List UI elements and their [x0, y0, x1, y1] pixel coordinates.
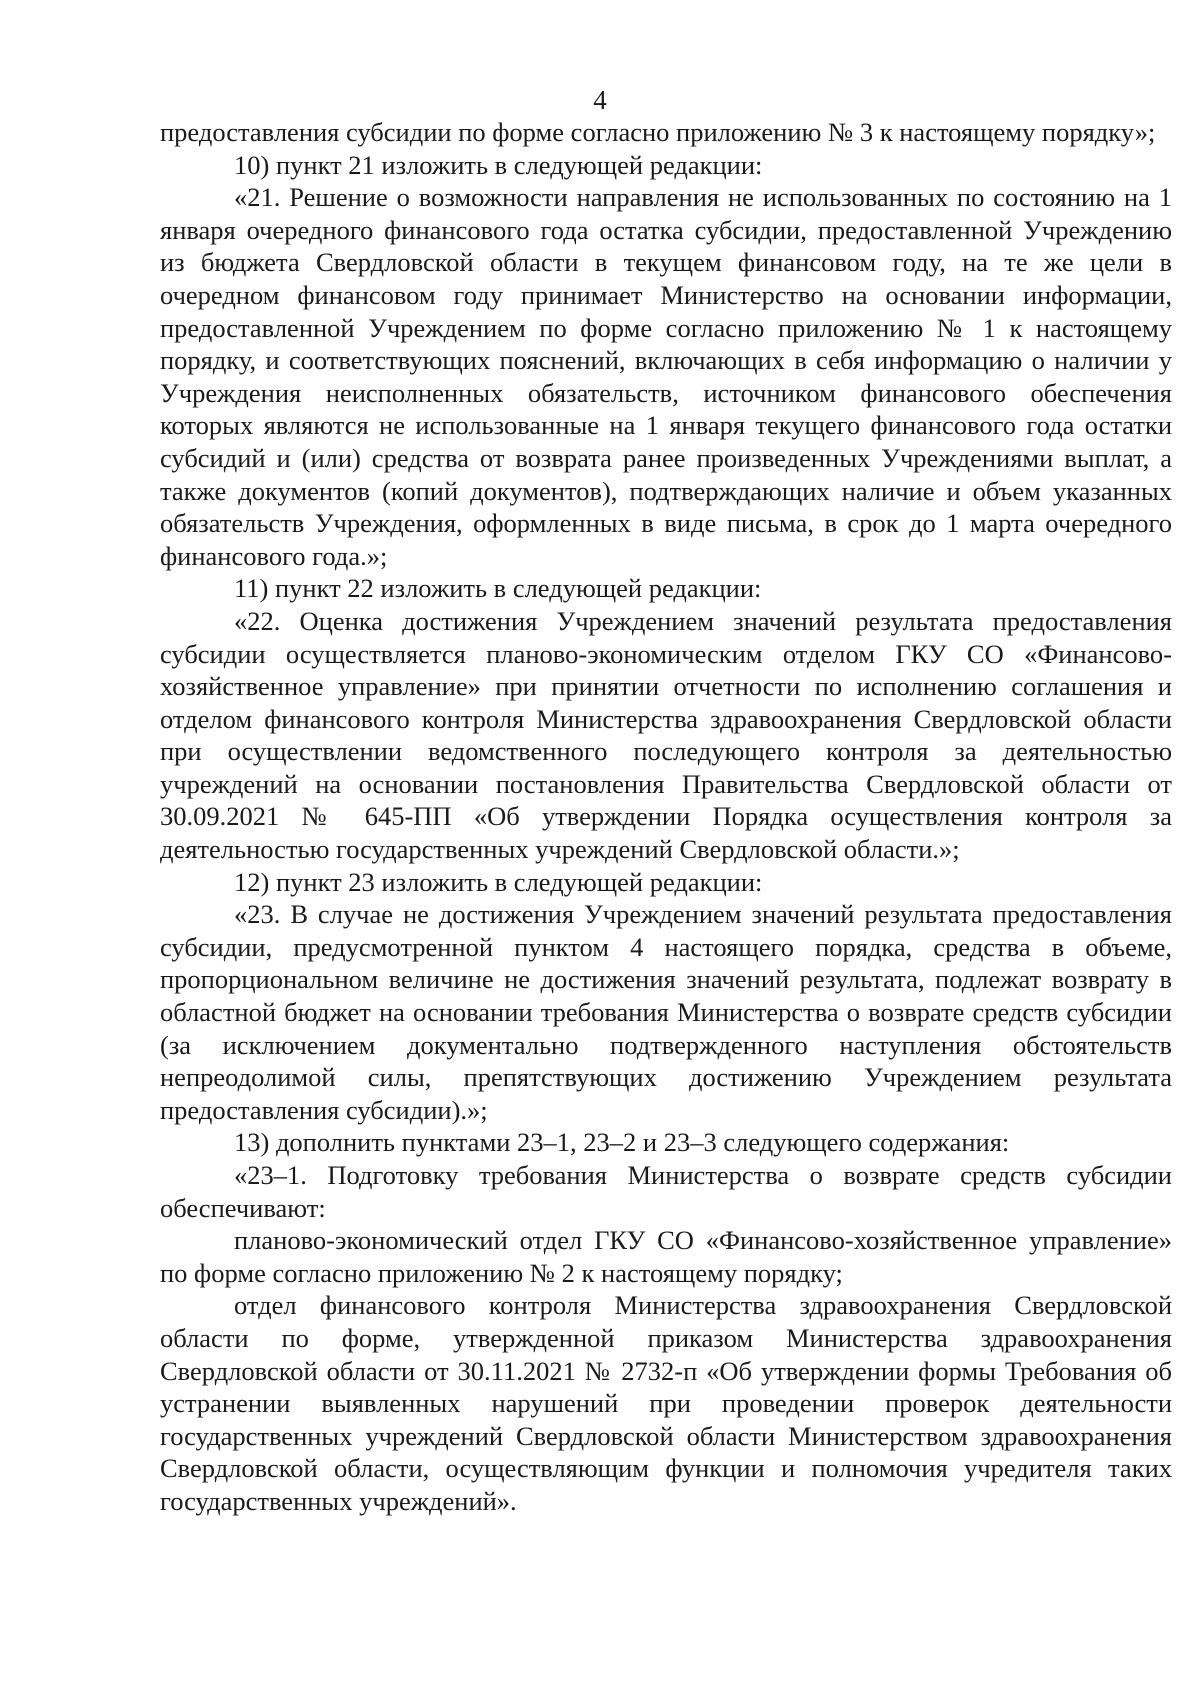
paragraph: «21. Решение о возможности направления не использованных по состоянию на 1 января очередного финансового года остатка субсидии, предоставленной Учреждению из бюджета Свердловской области в текущем финансовом году, на те же цели в очередном финансовом году принимает Министерство на основании информации, предоставленной Учреждением по форме согласно приложению № 1 к настоящему порядку, и соответствующих пояснений, включающих в себя информацию о наличии у Учреждения неисполненных обязательств, источником финансового обеспечения которых являются не использованные на 1 января текущего финансового года остатки субсидий и (или) средства от возврата ранее произведенных Учреждениями выплат, а также документов (копий документов), подтверждающих наличие и объем указанных обязательств Учреждения, оформленных в виде письма, в срок до 1 марта очередного финансового года.»; [160, 182, 1172, 571]
paragraph: планово-экономический отдел ГКУ СО «Финансово-хозяйственное управление» по форме согласно приложению № 2 к настоящему порядку; [160, 1225, 1172, 1288]
paragraph: «23–1. Подготовку требования Министерства о возврате средств субсидии обеспечивают: [160, 1160, 1172, 1223]
paragraph: отдел финансового контроля Министерства здравоохранения Свердловской области по форме, утвержденной приказом Министерства здравоохранения Свердловской области от 30.11.2021 № 2732-п «Об утверждении формы Требования об устранении выявленных нарушений при проведении проверок деятельности государственных учреждений Свердловской области Министерством здравоохранения Свердловской области, осуществляющим функции и полномочия учредителя таких государственных учреждений». [160, 1290, 1172, 1516]
paragraph: 12) пункт 23 изложить в следующей редакции: [234, 866, 763, 897]
paragraph: 11) пункт 22 изложить в следующей редакции: [234, 573, 762, 604]
paragraph: «22. Оценка достижения Учреждением значений результата предоставления субсидии осуществляется планово-экономическим отделом ГКУ СО «Финансово-хозяйственное управление» при принятии отчетности по исполнению соглашения и отделом финансового контроля Министерства здравоохранения Свердловской области при осуществлении ведомственного последующего контроля за деятельностью учреждений на основании постановления Правительства Свердловской области от 30.09.2021 № 645-ПП «Об утверждении Порядка осуществления контроля за деятельностью государственных учреждений Свердловской области.»; [160, 605, 1172, 865]
paragraph: предоставления субсидии по форме согласно приложению № 3 к настоящему порядку»; [160, 117, 1156, 147]
paragraph: 13) дополнить пунктами 23–1, 23–2 и 23–3 следующего содержания: [234, 1127, 1010, 1158]
document-body [160, 116, 1172, 1518]
paragraph: «23. В случае не достижения Учреждением значений результата предоставления субсидии, предусмотренной пунктом 4 настоящего порядка, средства в объеме, пропорциональном величине не достижения значений результата, подлежат возврату в областной бюджет на основании требования Министерства о возврате средств субсидии (за исключением документально подтвержденного наступления обстоятельств непреодолимой силы, препятствующих достижению Учреждением результата предоставления субсидии).»; [160, 899, 1172, 1125]
page-number: 4 [593, 85, 607, 115]
paragraph: 10) пункт 21 изложить в следующей редакции: [234, 149, 763, 180]
